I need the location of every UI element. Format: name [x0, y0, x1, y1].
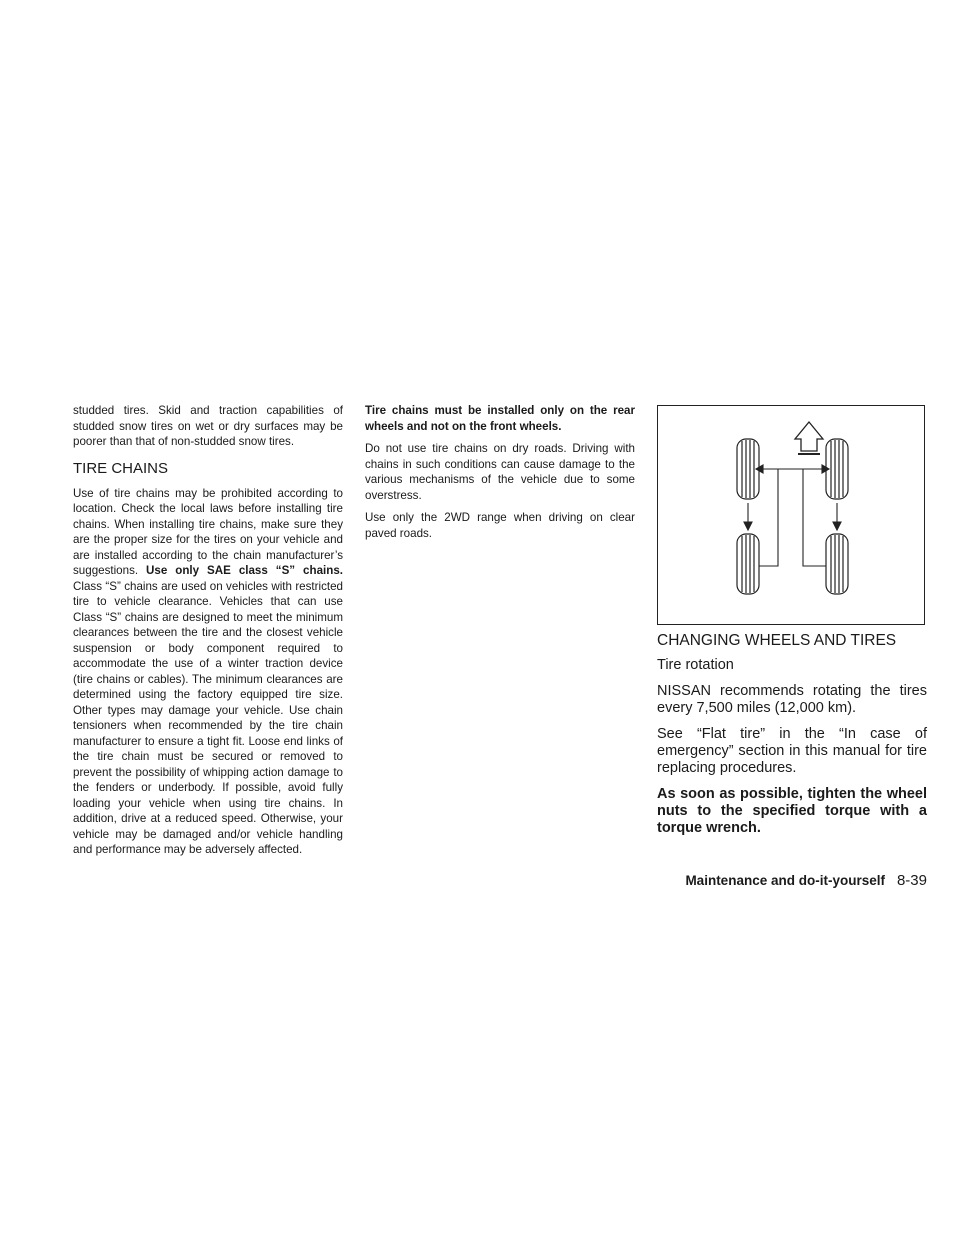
studded-tires-paragraph: studded tires. Skid and traction capabilities of studded snow tires on wet or dry surfaces may be poorer than that of non-studded snow tires.	[73, 404, 343, 448]
rear-left-tire-icon	[737, 534, 759, 594]
footer-section-title: Maintenance and do-it-yourself	[685, 873, 885, 888]
wheel-nut-torque-warning: As soon as possible, tighten the wheel nuts to the specified torque with a torque wrench.	[657, 786, 927, 836]
column-2	[365, 403, 635, 541]
sae-class-s-note: Use only SAE class “S” chains.	[146, 564, 343, 577]
tire-chains-text-2: Class “S” chains are used on vehicles with restricted tire to vehicle clearance. Vehicles that can use Class “S” chains are designed to meet the minimum clearances between the tire and the closest vehicle suspension or body component required to accommodate the use of a winter traction device (tire chains or cables). The minimum clearances are determined using the factory equipped tire size. Other types may damage your vehicle. Use chain tensioners when recommended by the tire chain manufacturer to ensure a tight fit. Loose end links of the tire chain must be secured or removed to prevent the possibility of whipping action damage to the fenders or underbody. If possible, avoid fully loading your vehicle when using tire chains. In addition, drive at a reduced speed. Otherwise, your vehicle may be damaged and/or vehicle handling and performance may be adversely affected.	[73, 579, 343, 856]
page-footer	[685, 872, 927, 889]
tire-chains-heading: TIRE CHAINS	[73, 459, 169, 477]
tire-chains-text-1: Use of tire chains may be prohibited according to location. Check the local laws before installing tire chains. When installing tire chains, make sure they are the proper size for the tires on your vehicle and are installed according to the chain manufacturer’s suggestions.	[73, 486, 343, 577]
rear-right-tire-icon	[826, 534, 848, 594]
tire-rotation-diagram	[657, 405, 925, 625]
rear-wheels-warning	[365, 403, 635, 434]
column-1	[73, 403, 343, 858]
tire-chains-paragraph	[73, 486, 343, 858]
rear-wheels-warning-text: Tire chains must be installed only on the rear wheels and not on the front wheels.	[365, 404, 635, 433]
changing-wheels-heading: CHANGING WHEELS AND TIRES	[657, 632, 897, 649]
dry-roads-paragraph: Do not use tire chains on dry roads. Driving with chains in such conditions can cause damage to the various mechanisms of the vehicle due to some overstress.	[365, 442, 635, 502]
rotation-interval-paragraph: NISSAN recommends rotating the tires every 7,500 miles (12,000 km).	[657, 683, 927, 716]
column-3	[657, 405, 927, 837]
page-number: 8-39	[896, 872, 927, 889]
tire-rotation-subheading: Tire rotation	[657, 657, 734, 673]
forward-direction-arrow-icon	[795, 422, 823, 454]
flat-tire-reference-paragraph: See “Flat tire” in the “In case of emergency” section in this manual for tire replacing procedures.	[657, 726, 927, 776]
tire-rotation-illustration	[658, 406, 926, 626]
2wd-range-paragraph: Use only the 2WD range when driving on clear paved roads.	[365, 511, 635, 540]
